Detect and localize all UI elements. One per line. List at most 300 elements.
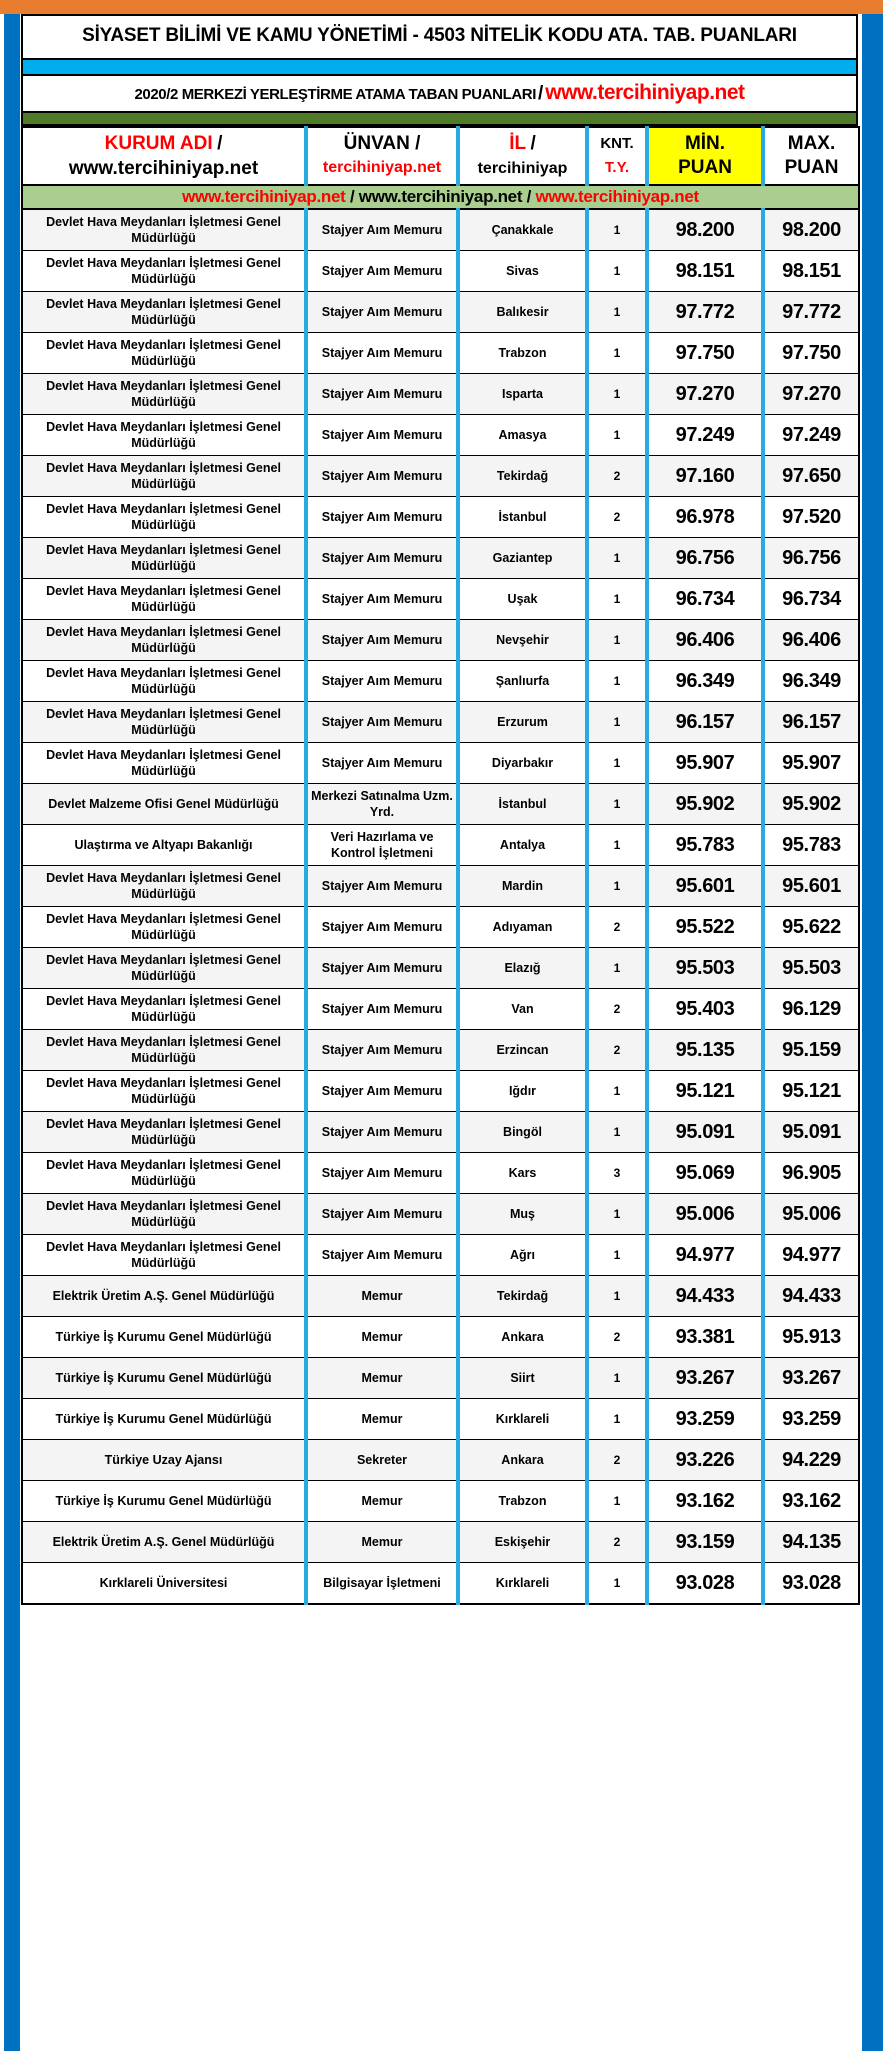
cell-unvan-text: Memur <box>361 1330 403 1344</box>
cell-il-text: Iğdır <box>508 1084 537 1098</box>
cell-unvan <box>306 1235 458 1276</box>
cell-knt <box>587 374 647 415</box>
cell-max-puan <box>763 1358 859 1399</box>
cell-unvan-text: Stajyer Aım Memuru <box>321 920 443 934</box>
cell-unvan-text: Stajyer Aım Memuru <box>321 879 443 893</box>
cell-il <box>458 1522 587 1563</box>
cell-max-puan <box>763 907 859 948</box>
cell-knt <box>587 1317 647 1358</box>
cell-kurum <box>22 907 306 948</box>
cell-il <box>458 907 587 948</box>
cell-min-puan-text: 98.151 <box>675 259 735 282</box>
cell-max-puan-text: 94.977 <box>782 1243 841 1266</box>
cell-kurum-text: Devlet Hava Meydanları İşletmesi Genel Müdürlüğü <box>46 584 281 614</box>
cell-kurum <box>22 661 306 702</box>
cell-min-puan-text: 95.091 <box>675 1120 735 1143</box>
cell-max-puan-text: 96.129 <box>782 997 841 1020</box>
col-header-kurum-slash: / <box>217 132 223 154</box>
cell-min-puan <box>647 456 763 497</box>
cell-max-puan <box>763 538 859 579</box>
cell-kurum-text: Devlet Hava Meydanları İşletmesi Genel Müdürlüğü <box>46 1076 281 1106</box>
cell-max-puan <box>763 415 859 456</box>
cell-unvan <box>306 825 458 866</box>
cell-unvan-text: Memur <box>361 1289 403 1303</box>
cell-unvan-text: Stajyer Aım Memuru <box>321 592 443 606</box>
cell-knt-text: 2 <box>613 1535 621 1549</box>
cell-kurum <box>22 948 306 989</box>
cell-il-text: Elazığ <box>504 961 541 975</box>
cell-kurum <box>22 1522 306 1563</box>
table-row <box>22 948 859 989</box>
cell-unvan-text: Merkezi Satınalma Uzm. Yrd. <box>311 789 453 819</box>
table-row <box>22 579 859 620</box>
cell-kurum-text: Devlet Hava Meydanları İşletmesi Genel Müdürlüğü <box>46 1240 281 1270</box>
cell-unvan-text: Stajyer Aım Memuru <box>321 1084 443 1098</box>
cell-kurum-text: Devlet Hava Meydanları İşletmesi Genel Müdürlüğü <box>46 502 281 532</box>
cell-il <box>458 620 587 661</box>
cell-max-puan-text: 94.135 <box>782 1530 841 1553</box>
cell-min-puan-text: 98.200 <box>675 218 735 241</box>
cell-knt <box>587 784 647 825</box>
cell-unvan <box>306 1522 458 1563</box>
cell-min-puan-text: 95.403 <box>675 997 735 1020</box>
cell-kurum-text: Devlet Hava Meydanları İşletmesi Genel Müdürlüğü <box>46 748 281 778</box>
cell-il <box>458 209 587 251</box>
cell-unvan-text: Stajyer Aım Memuru <box>321 961 443 975</box>
cell-unvan <box>306 374 458 415</box>
cell-min-puan-text: 93.162 <box>675 1489 735 1512</box>
cell-max-puan <box>763 661 859 702</box>
cell-max-puan <box>763 456 859 497</box>
cell-knt <box>587 1440 647 1481</box>
cell-knt <box>587 1071 647 1112</box>
cell-il-text: Kars <box>508 1166 537 1180</box>
cell-kurum <box>22 1481 306 1522</box>
cell-knt <box>587 1522 647 1563</box>
cell-kurum <box>22 579 306 620</box>
cell-il <box>458 374 587 415</box>
cell-knt-text: 1 <box>613 797 621 811</box>
cell-knt-text: 2 <box>613 1453 621 1467</box>
cell-max-puan-text: 95.006 <box>782 1202 841 1225</box>
cell-max-puan <box>763 1071 859 1112</box>
cell-unvan <box>306 743 458 784</box>
cell-knt-text: 2 <box>613 1330 621 1344</box>
cell-unvan-text: Memur <box>361 1412 403 1426</box>
cell-il <box>458 456 587 497</box>
cell-max-puan <box>763 209 859 251</box>
cell-max-puan <box>763 989 859 1030</box>
cell-min-puan <box>647 866 763 907</box>
table-row <box>22 784 859 825</box>
cell-il-text: Ağrı <box>510 1248 535 1262</box>
cell-min-puan-text: 96.349 <box>675 669 735 692</box>
cell-min-puan-text: 93.159 <box>675 1530 735 1553</box>
col-header-max-puan <box>763 127 859 185</box>
cell-il <box>458 251 587 292</box>
banner-link-1[interactable]: www.tercihiniyap.net <box>182 187 346 206</box>
cell-kurum-text: Devlet Hava Meydanları İşletmesi Genel Müdürlüğü <box>46 994 281 1024</box>
table-row <box>22 1030 859 1071</box>
cell-min-puan-text: 95.522 <box>675 915 735 938</box>
cell-il-text: Erzincan <box>496 1043 549 1057</box>
cell-unvan <box>306 702 458 743</box>
cell-knt-text: 2 <box>613 510 621 524</box>
cell-min-puan-text: 95.783 <box>675 833 735 856</box>
cell-knt <box>587 866 647 907</box>
cell-knt <box>587 1358 647 1399</box>
cell-knt-text: 1 <box>613 551 621 565</box>
col-header-unvan <box>306 127 458 185</box>
cell-max-puan <box>763 702 859 743</box>
cell-il-text: İstanbul <box>498 510 547 524</box>
col-header-max-label: MAX. <box>787 133 836 154</box>
cell-il <box>458 825 587 866</box>
cell-min-puan <box>647 1112 763 1153</box>
col-header-min-puan-label: PUAN <box>678 157 732 178</box>
table-row <box>22 907 859 948</box>
cell-kurum-text: Devlet Hava Meydanları İşletmesi Genel Müdürlüğü <box>46 1035 281 1065</box>
cell-max-puan <box>763 579 859 620</box>
cell-min-puan <box>647 1399 763 1440</box>
cell-kurum <box>22 1030 306 1071</box>
cell-unvan-text: Stajyer Aım Memuru <box>321 1207 443 1221</box>
cell-unvan-text: Stajyer Aım Memuru <box>321 633 443 647</box>
table-row <box>22 1481 859 1522</box>
cell-min-puan-text: 96.406 <box>675 628 735 651</box>
cell-min-puan-text: 97.750 <box>675 341 735 364</box>
cell-min-puan <box>647 1276 763 1317</box>
cell-unvan <box>306 1276 458 1317</box>
cell-min-puan-text: 95.907 <box>675 751 735 774</box>
cell-max-puan <box>763 1440 859 1481</box>
cell-kurum <box>22 1194 306 1235</box>
cell-kurum <box>22 743 306 784</box>
cell-il-text: Balıkesir <box>496 305 549 319</box>
cell-knt <box>587 948 647 989</box>
cell-kurum <box>22 702 306 743</box>
cell-kurum <box>22 866 306 907</box>
cell-kurum-text: Devlet Hava Meydanları İşletmesi Genel Müdürlüğü <box>46 256 281 286</box>
cell-il-text: Ankara <box>501 1330 544 1344</box>
cell-kurum-text: Devlet Hava Meydanları İşletmesi Genel Müdürlüğü <box>46 953 281 983</box>
cell-min-puan <box>647 251 763 292</box>
table-row <box>22 1276 859 1317</box>
cell-unvan <box>306 866 458 907</box>
cell-kurum <box>22 1153 306 1194</box>
cell-unvan <box>306 1440 458 1481</box>
cell-min-puan-text: 97.160 <box>675 464 735 487</box>
cell-kurum-text: Kırklareli Üniversitesi <box>99 1576 228 1590</box>
cell-min-puan <box>647 1153 763 1194</box>
cell-il-text: Ankara <box>501 1453 544 1467</box>
banner-link-2[interactable]: www.tercihiniyap.net <box>358 187 523 206</box>
cell-max-puan-text: 95.902 <box>782 792 841 815</box>
cell-kurum <box>22 251 306 292</box>
cell-knt <box>587 456 647 497</box>
cell-il <box>458 1235 587 1276</box>
cell-kurum-text: Türkiye İş Kurumu Genel Müdürlüğü <box>55 1494 272 1508</box>
table-row <box>22 702 859 743</box>
cell-kurum <box>22 1399 306 1440</box>
cell-unvan-text: Memur <box>361 1371 403 1385</box>
cell-max-puan-text: 95.121 <box>782 1079 841 1102</box>
cell-kurum <box>22 1235 306 1276</box>
cell-knt-text: 1 <box>613 592 621 606</box>
cell-max-puan <box>763 1399 859 1440</box>
cell-kurum-text: Devlet Hava Meydanları İşletmesi Genel Müdürlüğü <box>46 379 281 409</box>
cell-min-puan-text: 93.381 <box>675 1325 735 1348</box>
cell-max-puan <box>763 866 859 907</box>
cell-knt <box>587 825 647 866</box>
cell-il <box>458 743 587 784</box>
table-row <box>22 866 859 907</box>
table-row <box>22 1194 859 1235</box>
cell-il-text: Gaziantep <box>492 551 553 565</box>
cell-unvan-text: Stajyer Aım Memuru <box>321 223 443 237</box>
cell-il <box>458 1194 587 1235</box>
cell-min-puan <box>647 1071 763 1112</box>
cell-max-puan <box>763 497 859 538</box>
cell-unvan <box>306 538 458 579</box>
banner-link-3[interactable]: www.tercihiniyap.net <box>535 187 699 206</box>
cell-knt-text: 1 <box>613 756 621 770</box>
cell-min-puan <box>647 661 763 702</box>
cell-max-puan <box>763 374 859 415</box>
table-row <box>22 1522 859 1563</box>
col-header-knt-label: KNT. <box>600 135 634 152</box>
cell-unvan <box>306 579 458 620</box>
content-area <box>21 14 862 1605</box>
col-header-unvan-site: tercihiniyap.net <box>322 159 442 176</box>
cell-max-puan-text: 94.433 <box>782 1284 841 1307</box>
cell-kurum-text: Devlet Hava Meydanları İşletmesi Genel Müdürlüğü <box>46 912 281 942</box>
cell-min-puan <box>647 743 763 784</box>
cell-unvan-text: Memur <box>361 1494 403 1508</box>
cyan-divider-bar <box>21 60 858 76</box>
cell-min-puan <box>647 1194 763 1235</box>
cell-unvan-text: Stajyer Aım Memuru <box>321 1002 443 1016</box>
cell-il <box>458 1317 587 1358</box>
cell-il <box>458 415 587 456</box>
cell-unvan-text: Stajyer Aım Memuru <box>321 346 443 360</box>
table-row <box>22 1153 859 1194</box>
top-orange-band <box>0 0 883 14</box>
cell-knt-text: 2 <box>613 469 621 483</box>
cell-min-puan-text: 93.226 <box>675 1448 735 1471</box>
page-title: SİYASET BİLİMİ VE KAMU YÖNETİMİ - 4503 NİTELİK KODU ATA. TAB. PUANLARI <box>21 14 858 60</box>
cell-kurum-text: Türkiye İş Kurumu Genel Müdürlüğü <box>55 1371 272 1385</box>
cell-il <box>458 1112 587 1153</box>
cell-min-puan-text: 96.978 <box>675 505 735 528</box>
cell-knt-text: 1 <box>613 1084 621 1098</box>
cell-kurum <box>22 415 306 456</box>
cell-il <box>458 1030 587 1071</box>
cell-knt <box>587 1194 647 1235</box>
cell-il-text: Tekirdağ <box>496 469 549 483</box>
cell-min-puan <box>647 374 763 415</box>
cell-knt <box>587 209 647 251</box>
banner-separator-2: / <box>522 187 536 206</box>
cell-il-text: Bingöl <box>503 1125 542 1139</box>
cell-unvan-text: Stajyer Aım Memuru <box>321 428 443 442</box>
cell-max-puan <box>763 1276 859 1317</box>
cell-il-text: Tekirdağ <box>496 1289 549 1303</box>
cell-kurum-text: Devlet Hava Meydanları İşletmesi Genel Müdürlüğü <box>46 625 281 655</box>
cell-il <box>458 1071 587 1112</box>
cell-unvan <box>306 1317 458 1358</box>
cell-max-puan-text: 96.905 <box>782 1161 841 1184</box>
col-header-unvan-label: ÜNVAN / <box>343 133 421 154</box>
cell-kurum <box>22 374 306 415</box>
cell-il-text: Diyarbakır <box>491 756 554 770</box>
cell-max-puan <box>763 948 859 989</box>
cell-knt <box>587 620 647 661</box>
table-row <box>22 497 859 538</box>
cell-knt <box>587 415 647 456</box>
cell-kurum <box>22 1358 306 1399</box>
cell-kurum-text: Devlet Hava Meydanları İşletmesi Genel Müdürlüğü <box>46 420 281 450</box>
cell-max-puan-text: 95.907 <box>782 751 841 774</box>
cell-min-puan <box>647 1317 763 1358</box>
cell-knt <box>587 538 647 579</box>
table-row <box>22 1399 859 1440</box>
cell-min-puan <box>647 497 763 538</box>
subtitle-website-link[interactable]: www.tercihiniyap.net <box>545 81 745 104</box>
col-header-il-label: İL <box>509 132 527 154</box>
cell-min-puan <box>647 1030 763 1071</box>
cell-knt <box>587 497 647 538</box>
cell-knt-text: 3 <box>613 1166 621 1180</box>
cell-knt-text: 1 <box>613 1289 621 1303</box>
cell-kurum-text: Devlet Hava Meydanları İşletmesi Genel Müdürlüğü <box>46 461 281 491</box>
cell-il <box>458 1481 587 1522</box>
subtitle-text: 2020/2 MERKEZİ YERLEŞTİRME ATAMA TABAN PUANLARI <box>134 86 536 103</box>
cell-il <box>458 292 587 333</box>
cell-kurum <box>22 333 306 374</box>
cell-kurum <box>22 1071 306 1112</box>
cell-min-puan-text: 96.734 <box>675 587 735 610</box>
cell-min-puan <box>647 1358 763 1399</box>
cell-min-puan <box>647 989 763 1030</box>
cell-il <box>458 579 587 620</box>
col-header-max-puan-label: PUAN <box>784 157 839 178</box>
table-row <box>22 1235 859 1276</box>
col-header-knt-ty: T.Y. <box>604 159 630 176</box>
table-row <box>22 209 859 251</box>
table-row <box>22 1440 859 1481</box>
cell-kurum-text: Devlet Hava Meydanları İşletmesi Genel Müdürlüğü <box>46 215 281 245</box>
cell-il <box>458 989 587 1030</box>
cell-kurum <box>22 1276 306 1317</box>
cell-il-text: Trabzon <box>498 1494 547 1508</box>
cell-min-puan-text: 95.121 <box>675 1079 735 1102</box>
col-header-knt <box>587 127 647 185</box>
cell-unvan-text: Stajyer Aım Memuru <box>321 756 443 770</box>
cell-min-puan <box>647 333 763 374</box>
cell-unvan-text: Stajyer Aım Memuru <box>321 510 443 524</box>
cell-min-puan <box>647 579 763 620</box>
cell-min-puan-text: 95.503 <box>675 956 735 979</box>
cell-knt <box>587 702 647 743</box>
cell-max-puan <box>763 1030 859 1071</box>
cell-min-puan-text: 93.028 <box>675 1571 735 1594</box>
cell-knt <box>587 1112 647 1153</box>
cell-min-puan <box>647 907 763 948</box>
cell-min-puan-text: 97.772 <box>675 300 735 323</box>
cell-kurum-text: Devlet Malzeme Ofisi Genel Müdürlüğü <box>48 797 279 811</box>
cell-il <box>458 1440 587 1481</box>
cell-min-puan-text: 93.259 <box>675 1407 735 1430</box>
scores-table <box>21 126 860 1605</box>
cell-max-puan-text: 93.162 <box>782 1489 841 1512</box>
cell-il-text: Kırklareli <box>495 1576 550 1590</box>
cell-unvan-text: Stajyer Aım Memuru <box>321 305 443 319</box>
cell-unvan-text: Stajyer Aım Memuru <box>321 715 443 729</box>
cell-unvan <box>306 1194 458 1235</box>
cell-max-puan-text: 98.200 <box>782 218 841 241</box>
cell-max-puan <box>763 1194 859 1235</box>
cell-unvan <box>306 1112 458 1153</box>
cell-unvan <box>306 661 458 702</box>
cell-max-puan-text: 97.249 <box>782 423 841 446</box>
cell-kurum <box>22 497 306 538</box>
cell-il <box>458 333 587 374</box>
cell-unvan <box>306 292 458 333</box>
cell-knt <box>587 907 647 948</box>
cell-unvan-text: Stajyer Aım Memuru <box>321 469 443 483</box>
cell-kurum-text: Devlet Hava Meydanları İşletmesi Genel Müdürlüğü <box>46 666 281 696</box>
cell-il <box>458 1153 587 1194</box>
cell-max-puan <box>763 784 859 825</box>
cell-knt-text: 1 <box>613 1494 621 1508</box>
cell-unvan <box>306 784 458 825</box>
table-row <box>22 1112 859 1153</box>
cell-max-puan-text: 95.091 <box>782 1120 841 1143</box>
cell-min-puan <box>647 292 763 333</box>
cell-unvan <box>306 1563 458 1605</box>
green-website-banner <box>22 185 859 209</box>
cell-unvan <box>306 907 458 948</box>
cell-il-text: Isparta <box>502 387 543 401</box>
cell-max-puan-text: 93.259 <box>782 1407 841 1430</box>
cell-knt-text: 1 <box>613 674 621 688</box>
cell-kurum <box>22 989 306 1030</box>
cell-kurum <box>22 784 306 825</box>
table-header-row <box>22 127 859 185</box>
cell-max-puan <box>763 1317 859 1358</box>
cell-min-puan-text: 97.249 <box>675 423 735 446</box>
green-website-banner-row <box>22 185 859 209</box>
cell-kurum <box>22 538 306 579</box>
cell-min-puan <box>647 209 763 251</box>
cell-knt <box>587 1481 647 1522</box>
cell-max-puan-text: 95.622 <box>782 915 841 938</box>
cell-knt <box>587 251 647 292</box>
cell-unvan <box>306 1153 458 1194</box>
cell-knt-text: 1 <box>613 305 621 319</box>
cell-il-text: Uşak <box>507 592 538 606</box>
cell-knt <box>587 661 647 702</box>
cell-kurum <box>22 620 306 661</box>
cell-kurum-text: Devlet Hava Meydanları İşletmesi Genel Müdürlüğü <box>46 871 281 901</box>
cell-knt-text: 1 <box>613 838 621 852</box>
cell-knt-text: 1 <box>613 1207 621 1221</box>
cell-max-puan-text: 94.229 <box>782 1448 841 1471</box>
cell-max-puan <box>763 1481 859 1522</box>
cell-max-puan <box>763 333 859 374</box>
cell-unvan <box>306 1030 458 1071</box>
